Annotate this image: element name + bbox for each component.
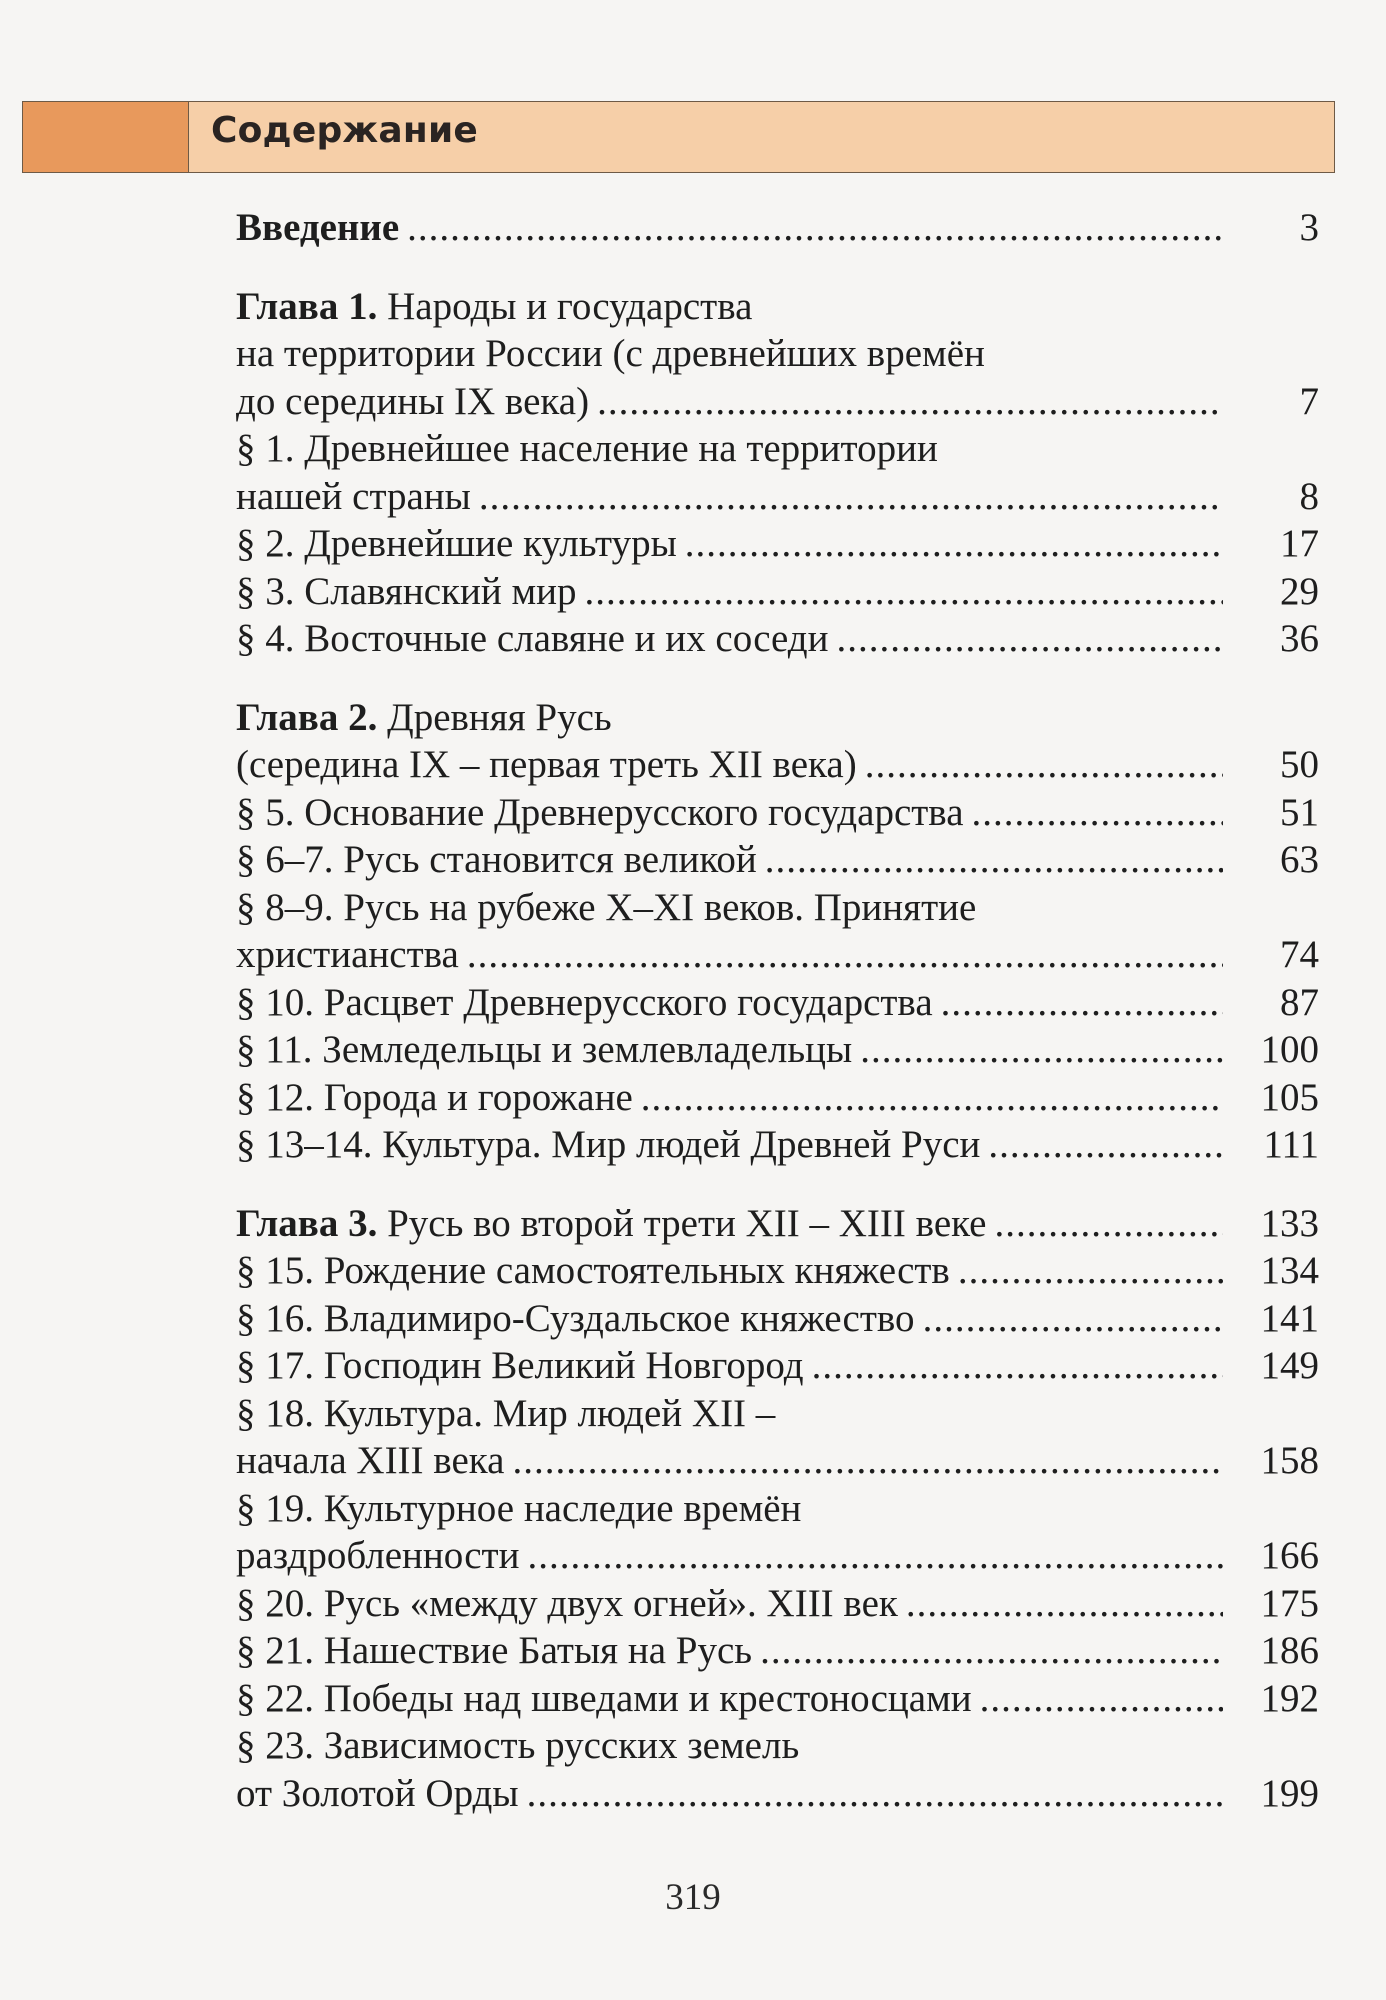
toc-entry-label: начала XIII века	[236, 1439, 505, 1482]
toc-entry-page: 175	[1260, 1581, 1319, 1625]
page-title: Содержание	[211, 110, 479, 151]
leader-dots	[994, 1200, 1223, 1248]
leader-dots	[972, 789, 1223, 837]
toc-entry-section-18[interactable]: § 18. Культура. Мир людей XII –	[236, 1391, 776, 1435]
toc-entry-section-21[interactable]	[236, 1627, 1319, 1675]
toc-entry-label: § 17. Господин Великий Новгород	[236, 1344, 804, 1387]
toc-entry-label: § 2. Древнейшие культуры	[236, 522, 677, 565]
leader-dots	[585, 568, 1223, 616]
toc-entry-label: раздробленности	[236, 1534, 520, 1577]
toc-entry-section-22[interactable]	[236, 1675, 1319, 1723]
header-accent-block	[23, 102, 189, 172]
toc-entry-page: 17	[1280, 522, 1319, 565]
leader-dots	[765, 836, 1223, 884]
toc-entry-label: нашей страны	[236, 474, 471, 518]
chapter-number: Глава 1.	[236, 284, 378, 328]
chapter-title: Народы и государства	[387, 284, 753, 328]
toc-entry-page: 158	[1260, 1439, 1319, 1482]
chapter-heading[interactable]	[236, 1200, 1319, 1248]
toc-entry-page: 74	[1280, 933, 1319, 976]
toc-entry-section-4[interactable]	[236, 615, 1319, 663]
toc-entry-label: от Золотой Орды	[236, 1771, 519, 1815]
toc-entry-section-2[interactable]	[236, 520, 1319, 568]
leader-dots	[906, 1580, 1223, 1628]
toc-entry-section-11[interactable]	[236, 1026, 1319, 1074]
toc-entry-section-10[interactable]	[236, 979, 1319, 1027]
chapter-title: Русь во второй трети XII – XIII веке	[387, 1201, 987, 1245]
toc-entry-page: 192	[1260, 1676, 1319, 1720]
toc-entry-section-3[interactable]	[236, 568, 1319, 616]
toc-entry-page: 149	[1260, 1344, 1319, 1387]
toc-entry-page: 63	[1280, 838, 1319, 881]
toc-entry-section-13-14[interactable]	[236, 1121, 1319, 1169]
leader-dots	[836, 615, 1223, 663]
toc-entry-label: § 12. Города и горожане	[236, 1075, 633, 1119]
leader-dots	[923, 1295, 1223, 1343]
toc-entry-section-18-cont[interactable]	[236, 1437, 1319, 1485]
chapter-title: Древняя Русь	[387, 695, 612, 739]
table-of-contents	[236, 204, 1319, 1848]
toc-entry-label: Введение	[236, 206, 400, 249]
toc-entry-page: 133	[1260, 1201, 1319, 1245]
toc-entry-page: 50	[1280, 743, 1319, 786]
toc-entry-section-19-cont[interactable]	[236, 1532, 1319, 1580]
contents-header-bar	[22, 101, 1335, 173]
toc-entry-label: § 22. Победы над шведами и крестоносцами	[236, 1676, 972, 1720]
toc-entry-section-8-9[interactable]: § 8–9. Русь на рубеже X–XI веков. Принятие	[236, 885, 977, 929]
leader-dots	[407, 204, 1223, 252]
leader-dots	[865, 741, 1223, 789]
toc-entry-label: § 6–7. Русь становится великой	[236, 838, 757, 881]
leader-dots	[958, 1247, 1223, 1295]
toc-entry-page: 8	[1299, 474, 1319, 518]
toc-entry-section-20[interactable]	[236, 1580, 1319, 1628]
toc-entry-page: 7	[1299, 379, 1319, 423]
toc-entry-section-17[interactable]	[236, 1342, 1319, 1390]
toc-entry-page: 111	[1263, 1123, 1319, 1166]
toc-entry-section-12[interactable]	[236, 1074, 1319, 1122]
toc-intro-group	[236, 204, 1319, 252]
chapter-number: Глава 2.	[236, 695, 378, 739]
toc-entry-intro[interactable]	[236, 204, 1319, 252]
chapter-title-continued: на территории России (с древнейших времён	[236, 332, 985, 375]
toc-entry-page: 3	[1299, 206, 1319, 249]
toc-entry-label: § 16. Владимиро-Суздальское княжество	[236, 1296, 915, 1340]
toc-entry-section-23-cont[interactable]	[236, 1770, 1319, 1818]
toc-entry-label: § 11. Земледельцы и землевладельцы	[236, 1028, 853, 1071]
leader-dots	[641, 1074, 1223, 1122]
toc-entry-page: 105	[1260, 1075, 1319, 1119]
toc-entry-page: 166	[1260, 1534, 1319, 1577]
chapter-title-line	[236, 1200, 986, 1248]
leader-dots	[980, 1675, 1223, 1723]
toc-entry-page: 29	[1280, 569, 1319, 613]
leader-dots	[467, 931, 1223, 979]
toc-chapter-3	[236, 1200, 1319, 1818]
toc-entry-page: 199	[1260, 1771, 1319, 1815]
toc-entry-label: § 10. Расцвет Древнерусского государства	[236, 980, 933, 1024]
chapter-heading[interactable]	[236, 694, 1319, 742]
toc-entry-page: 186	[1260, 1629, 1319, 1672]
toc-entry-label: § 21. Нашествие Батыя на Русь	[236, 1629, 753, 1672]
toc-entry-label: до середины IX века)	[236, 379, 590, 423]
leader-dots	[512, 1437, 1223, 1485]
toc-chapter-2	[236, 694, 1319, 1169]
leader-dots	[527, 1532, 1223, 1580]
toc-entry-section-1-cont[interactable]	[236, 473, 1319, 521]
toc-entry-section-6-7[interactable]	[236, 836, 1319, 884]
leader-dots	[597, 378, 1223, 426]
toc-entry-label: § 20. Русь «между двух огней». XIII век	[236, 1581, 898, 1625]
toc-entry-page: 100	[1260, 1028, 1319, 1071]
chapter-title-last-line[interactable]	[236, 741, 1319, 789]
chapter-number: Глава 3.	[236, 1201, 378, 1245]
toc-entry-page: 36	[1280, 617, 1319, 660]
chapter-heading[interactable]	[236, 283, 1319, 331]
toc-entry-page: 87	[1280, 980, 1319, 1024]
toc-entry-label: § 15. Рождение самостоятельных княжеств	[236, 1249, 950, 1292]
toc-entry-page: 51	[1280, 790, 1319, 834]
leader-dots	[685, 520, 1223, 568]
leader-dots	[941, 979, 1223, 1027]
toc-chapter-1	[236, 283, 1319, 663]
leader-dots	[760, 1627, 1223, 1675]
toc-entry-section-1[interactable]: § 1. Древнейшее население на территории	[236, 427, 938, 470]
toc-entry-page: 134	[1260, 1249, 1319, 1292]
leader-dots	[988, 1121, 1223, 1169]
leader-dots	[479, 473, 1223, 521]
toc-entry-section-15[interactable]	[236, 1247, 1319, 1295]
page-number: 319	[665, 1877, 721, 1918]
toc-entry-section-23[interactable]: § 23. Зависимость русских земель	[236, 1724, 800, 1767]
leader-dots	[527, 1770, 1223, 1818]
toc-entry-label: § 5. Основание Древнерусского государства	[236, 790, 964, 834]
toc-entry-section-8-9-cont[interactable]	[236, 931, 1319, 979]
leader-dots	[860, 1026, 1223, 1074]
toc-entry-label: (середина IX – первая треть XII века)	[236, 743, 857, 786]
toc-entry-section-16[interactable]	[236, 1295, 1319, 1343]
toc-entry-label: § 4. Восточные славяне и их соседи	[236, 617, 829, 660]
toc-entry-label: христианства	[236, 933, 459, 976]
leader-dots	[812, 1342, 1223, 1390]
toc-entry-label: § 13–14. Культура. Мир людей Древней Руси	[236, 1123, 981, 1166]
toc-entry-section-5[interactable]	[236, 789, 1319, 837]
toc-entry-label: § 3. Славянский мир	[236, 569, 577, 613]
toc-entry-section-19[interactable]: § 19. Культурное наследие времён	[236, 1486, 802, 1530]
toc-entry-page: 141	[1260, 1296, 1319, 1340]
chapter-title-last-line[interactable]	[236, 378, 1319, 426]
